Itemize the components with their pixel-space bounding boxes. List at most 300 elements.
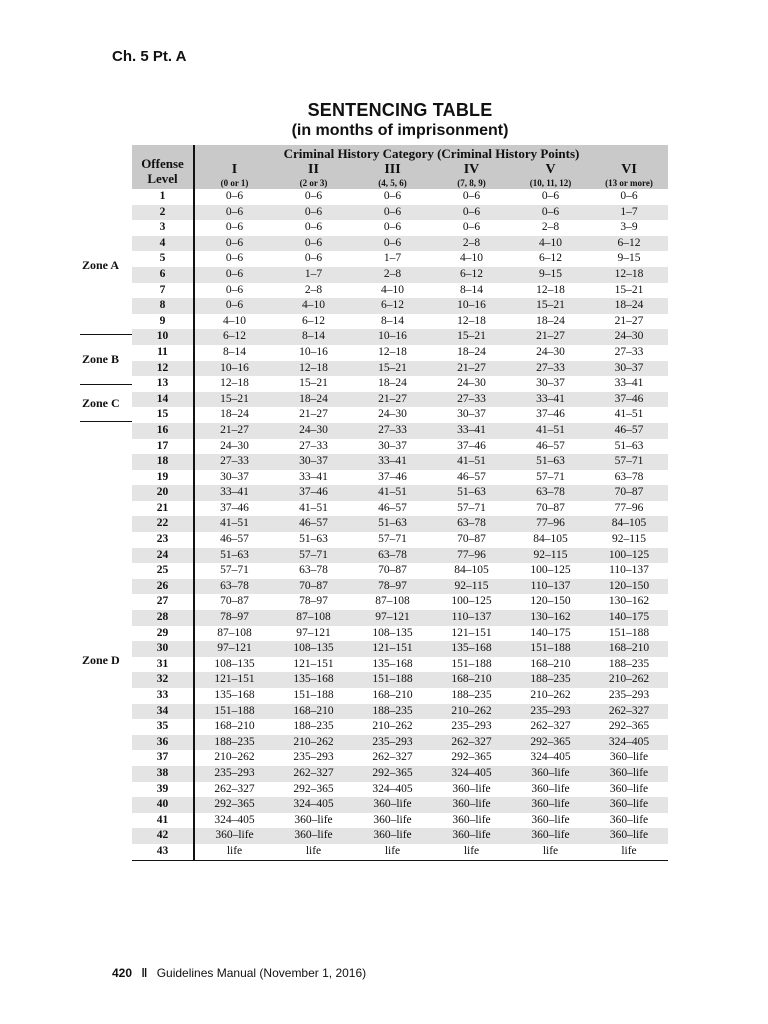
table-row xyxy=(132,329,668,345)
range-cell: 110–137 xyxy=(432,610,511,626)
range-cell: 87–108 xyxy=(274,610,353,626)
range-cell: 151–188 xyxy=(194,704,274,720)
range-cell: 151–188 xyxy=(353,672,432,688)
range-cell: 10–16 xyxy=(194,361,274,377)
offense-level-cell: 20 xyxy=(132,485,194,501)
range-cell: 360–life xyxy=(353,828,432,844)
range-cell: life xyxy=(511,844,590,860)
range-cell: 0–6 xyxy=(383,221,402,234)
offense-level-cell: 40 xyxy=(132,797,194,813)
offense-level-cell: 25 xyxy=(132,563,194,579)
range-cell: 92–115 xyxy=(511,548,590,564)
range-cell: 37–46 xyxy=(536,408,565,421)
range-cell: 100–125 xyxy=(451,595,492,608)
range-cell: 1–7 xyxy=(590,205,668,221)
zone-b-label: Zone B xyxy=(82,352,120,366)
range-cell: 210–262 xyxy=(530,689,571,701)
range-cell: 2–8 xyxy=(353,267,432,283)
table-row xyxy=(132,314,668,330)
range-cell: 4–10 xyxy=(511,236,590,252)
range-cell: 360–life xyxy=(590,766,668,782)
range-cell: 87–108 xyxy=(375,595,410,608)
range-cell: 4–10 xyxy=(460,252,483,265)
offense-level-cell: 4 xyxy=(132,236,194,252)
range-cell: 8–14 xyxy=(274,329,353,345)
range-cell: 51–63 xyxy=(194,548,274,564)
range-cell: 3–9 xyxy=(620,221,638,234)
range-cell: 135–168 xyxy=(432,641,511,657)
range-cell: 84–105 xyxy=(533,533,568,546)
range-cell: 292–365 xyxy=(194,797,274,813)
offense-level-cell: 34 xyxy=(132,704,194,720)
range-cell: 292–365 xyxy=(293,782,334,795)
range-cell: 0–6 xyxy=(511,205,590,221)
range-cell: 24–30 xyxy=(457,377,486,390)
range-cell: 130–162 xyxy=(511,610,590,626)
range-cell: 77–96 xyxy=(614,501,644,514)
range-cell: 151–188 xyxy=(608,626,650,639)
offense-level-cell: 23 xyxy=(132,532,194,548)
offense-level-cell: 32 xyxy=(132,672,194,688)
range-cell: 51–63 xyxy=(511,454,590,470)
zone-a-label: Zone A xyxy=(82,258,120,272)
range-cell: 27–33 xyxy=(511,361,590,377)
range-cell: 188–235 xyxy=(353,704,432,720)
range-cell: 57–71 xyxy=(220,564,249,577)
table-row xyxy=(132,672,668,688)
table-row xyxy=(132,782,668,798)
range-cell: 168–210 xyxy=(590,641,668,657)
category-points: (0 or 1) xyxy=(194,177,274,189)
table-row xyxy=(132,688,668,704)
category-roman: VI xyxy=(590,163,668,177)
range-cell: 324–405 xyxy=(432,766,511,782)
range-cell: 324–405 xyxy=(372,782,413,795)
offense-level-cell: 42 xyxy=(132,828,194,844)
category-points: (13 or more) xyxy=(590,177,668,189)
range-cell: 77–96 xyxy=(432,548,511,564)
range-cell: 46–57 xyxy=(590,423,668,439)
range-cell: 168–210 xyxy=(432,672,511,688)
range-cell: 188–235 xyxy=(608,657,650,670)
range-cell: 2–8 xyxy=(432,236,511,252)
range-cell: 6–12 xyxy=(539,252,562,265)
range-cell: 235–293 xyxy=(353,735,432,751)
range-cell: 70–87 xyxy=(378,564,407,577)
range-cell: 0–6 xyxy=(274,205,353,221)
table-row xyxy=(132,298,668,314)
range-cell: 360–life xyxy=(452,782,491,795)
range-cell: 151–188 xyxy=(451,657,492,670)
range-cell: 27–33 xyxy=(299,439,328,452)
range-cell: 2–8 xyxy=(541,221,560,234)
range-cell: 135–168 xyxy=(372,657,413,670)
range-cell: 0–6 xyxy=(194,267,274,283)
range-cell: 110–137 xyxy=(511,579,590,595)
range-cell: 0–6 xyxy=(353,205,432,221)
range-cell: 30–37 xyxy=(378,439,407,452)
range-cell: 0–6 xyxy=(383,190,402,202)
range-cell: 6–12 xyxy=(302,314,325,327)
range-cell: 57–71 xyxy=(590,454,668,470)
range-cell: 168–210 xyxy=(372,689,413,701)
page-number: 420 xyxy=(112,966,133,980)
table-row xyxy=(132,548,668,564)
zone-d-label: Zone D xyxy=(82,653,120,667)
range-cell: 235–293 xyxy=(511,704,590,720)
table-row xyxy=(132,719,668,735)
table-row xyxy=(132,844,668,860)
range-cell: 63–78 xyxy=(194,579,274,595)
offense-level-cell: 26 xyxy=(132,579,194,595)
range-cell: 188–235 xyxy=(511,672,590,688)
range-cell: 135–168 xyxy=(274,672,353,688)
range-cell: 140–175 xyxy=(530,626,571,639)
range-cell: 21–27 xyxy=(614,314,644,327)
range-cell: 360–life xyxy=(531,782,570,795)
offense-level-cell: 1 xyxy=(132,189,194,205)
range-cell: 0–6 xyxy=(353,236,432,252)
range-cell: 6–12 xyxy=(353,298,432,314)
offense-level-cell: 39 xyxy=(132,782,194,798)
range-cell: 4–10 xyxy=(274,298,353,314)
offense-level-cell: 7 xyxy=(132,283,194,299)
range-cell: 30–37 xyxy=(536,377,565,390)
range-cell: 33–41 xyxy=(432,423,511,439)
range-cell: 120–150 xyxy=(530,595,571,608)
range-cell: 188–235 xyxy=(194,735,274,751)
range-cell: 15–21 xyxy=(194,392,274,408)
range-cell: 262–327 xyxy=(274,766,353,782)
range-cell: 30–37 xyxy=(220,470,249,483)
range-cell: 84–105 xyxy=(590,516,668,532)
offense-header-line2: Level xyxy=(147,171,178,186)
range-cell: 18–24 xyxy=(274,392,353,408)
offense-level-cell: 29 xyxy=(132,626,194,642)
offense-level-cell: 6 xyxy=(132,267,194,283)
range-cell: 84–105 xyxy=(454,564,489,577)
range-cell: 33–41 xyxy=(614,377,644,390)
range-cell: 10–16 xyxy=(353,329,432,345)
range-cell: 360–life xyxy=(590,797,668,813)
range-cell: 41–51 xyxy=(511,423,590,439)
range-cell: 4–10 xyxy=(381,283,404,296)
category-points: (7, 8, 9) xyxy=(432,177,511,189)
table-row xyxy=(132,251,668,267)
range-cell: 27–33 xyxy=(432,392,511,408)
offense-level-cell: 22 xyxy=(132,516,194,532)
offense-level-cell: 13 xyxy=(132,376,194,392)
range-cell: 57–71 xyxy=(378,533,407,546)
range-cell: 0–6 xyxy=(225,221,244,234)
range-cell: 70–87 xyxy=(590,485,668,501)
range-cell: 324–405 xyxy=(590,735,668,751)
offense-level-cell: 2 xyxy=(132,205,194,221)
range-cell: 37–46 xyxy=(590,392,668,408)
range-cell: 360–life xyxy=(452,813,491,826)
range-cell: 100–125 xyxy=(530,564,571,577)
range-cell: 33–41 xyxy=(353,454,432,470)
range-cell: 12–18 xyxy=(378,345,407,358)
range-cell: 0–6 xyxy=(462,221,481,234)
offense-level-cell: 9 xyxy=(132,314,194,330)
range-cell: 121–151 xyxy=(353,641,432,657)
table-row xyxy=(132,361,668,377)
range-cell: 27–33 xyxy=(194,454,274,470)
range-cell: 37–46 xyxy=(220,501,249,514)
range-cell: 0–6 xyxy=(225,190,244,202)
offense-level-cell: 30 xyxy=(132,641,194,657)
offense-level-cell: 37 xyxy=(132,750,194,766)
range-cell: 30–37 xyxy=(590,361,668,377)
offense-level-cell: 21 xyxy=(132,501,194,517)
range-cell: 360–life xyxy=(511,797,590,813)
range-cell: 0–6 xyxy=(620,190,638,202)
range-cell: life xyxy=(432,844,511,860)
range-cell: 235–293 xyxy=(451,720,492,733)
range-cell: 292–365 xyxy=(353,766,432,782)
offense-level-cell: 36 xyxy=(132,735,194,751)
range-cell: 360–life xyxy=(194,828,274,844)
range-cell: 21–27 xyxy=(432,361,511,377)
range-cell: 0–6 xyxy=(194,205,274,221)
range-cell: 130–162 xyxy=(608,595,650,608)
table-row xyxy=(132,454,668,470)
sentencing-table-container xyxy=(132,145,668,861)
category-points: (2 or 3) xyxy=(274,177,353,189)
range-cell: 0–6 xyxy=(304,190,323,202)
range-cell: 15–21 xyxy=(299,377,328,390)
range-cell: 140–175 xyxy=(590,610,668,626)
range-cell: 1–7 xyxy=(383,252,402,265)
table-row xyxy=(132,267,668,283)
range-cell: 360–life xyxy=(609,782,649,795)
range-cell: 0–6 xyxy=(304,221,323,234)
offense-header-line1: Offense xyxy=(141,156,184,171)
table-row xyxy=(132,563,668,579)
range-cell: 108–135 xyxy=(372,626,413,639)
page-footer xyxy=(112,966,366,980)
range-cell: 360–life xyxy=(531,813,570,826)
range-cell: 360–life xyxy=(609,813,649,826)
table-row xyxy=(132,485,668,501)
offense-level-cell: 33 xyxy=(132,688,194,704)
offense-level-cell: 17 xyxy=(132,439,194,455)
offense-level-cell: 31 xyxy=(132,657,194,673)
range-cell: 41–51 xyxy=(194,516,274,532)
range-cell: 10–16 xyxy=(299,345,328,358)
range-cell: 108–135 xyxy=(274,641,353,657)
table-row xyxy=(132,579,668,595)
range-cell: 262–327 xyxy=(530,720,571,733)
range-cell: 0–6 xyxy=(304,252,323,265)
offense-level-cell: 18 xyxy=(132,454,194,470)
offense-level-cell: 43 xyxy=(132,844,194,860)
range-cell: 360–life xyxy=(373,813,412,826)
range-cell: life xyxy=(274,844,353,860)
category-header: Criminal History Category (Criminal History Points) xyxy=(194,145,668,163)
zone-divider xyxy=(80,421,132,422)
category-roman: II xyxy=(274,163,353,177)
range-cell: 121–151 xyxy=(293,657,334,670)
range-cell: 235–293 xyxy=(194,766,274,782)
range-cell: 21–27 xyxy=(194,423,274,439)
range-cell: 0–6 xyxy=(194,298,274,314)
range-cell: 30–37 xyxy=(457,408,486,421)
offense-level-cell: 8 xyxy=(132,298,194,314)
range-cell: 18–24 xyxy=(457,345,486,358)
range-cell: 33–41 xyxy=(299,470,328,483)
category-points: (10, 11, 12) xyxy=(511,177,590,189)
range-cell: 262–327 xyxy=(214,782,255,795)
range-cell: 27–33 xyxy=(614,345,644,358)
range-cell: 8–14 xyxy=(381,314,404,327)
range-cell: life xyxy=(353,844,432,860)
offense-level-cell: 41 xyxy=(132,813,194,829)
offense-level-cell: 28 xyxy=(132,610,194,626)
range-cell: 21–27 xyxy=(299,408,328,421)
chapter-heading: Ch. 5 Pt. A xyxy=(112,48,187,65)
zone-divider xyxy=(80,384,132,385)
range-cell: 92–115 xyxy=(611,533,647,546)
range-cell: 360–life xyxy=(609,751,649,764)
table-row xyxy=(132,657,668,673)
table-row xyxy=(132,594,668,610)
range-cell: 360–life xyxy=(274,828,353,844)
offense-level-cell: 16 xyxy=(132,423,194,439)
range-cell: 18–24 xyxy=(220,408,249,421)
table-row xyxy=(132,423,668,439)
table-row xyxy=(132,828,668,844)
range-cell: 57–71 xyxy=(457,501,486,514)
range-cell: life xyxy=(590,844,668,860)
range-cell: 210–262 xyxy=(590,672,668,688)
table-row xyxy=(132,626,668,642)
range-cell: 360–life xyxy=(511,766,590,782)
range-cell: 360–life xyxy=(511,828,590,844)
manual-title: Guidelines Manual (November 1, 2016) xyxy=(156,966,367,980)
range-cell: 151–188 xyxy=(293,689,334,701)
range-cell: 70–87 xyxy=(220,595,249,608)
zone-c-label: Zone C xyxy=(82,396,120,410)
zone-divider xyxy=(80,334,132,335)
table-row xyxy=(132,220,668,236)
table-row xyxy=(132,345,668,361)
range-cell: 51–63 xyxy=(299,533,328,546)
offense-level-cell: 11 xyxy=(132,345,194,361)
table-row xyxy=(132,750,668,766)
range-cell: 324–405 xyxy=(214,813,255,826)
range-cell: 100–125 xyxy=(590,548,668,564)
table-row xyxy=(132,283,668,299)
range-cell: 210–262 xyxy=(432,704,511,720)
offense-level-cell: 27 xyxy=(132,594,194,610)
sentencing-table xyxy=(132,145,668,861)
range-cell: 2–8 xyxy=(304,283,323,296)
range-cell: 57–71 xyxy=(536,470,565,483)
offense-level-cell: 10 xyxy=(132,329,194,345)
range-cell: 235–293 xyxy=(293,751,334,764)
range-cell: 210–262 xyxy=(274,735,353,751)
table-row xyxy=(132,641,668,657)
range-cell: 360–life xyxy=(353,797,432,813)
offense-level-cell: 14 xyxy=(132,392,194,408)
range-cell: 92–115 xyxy=(432,579,511,595)
table-row xyxy=(132,704,668,720)
range-cell: 46–57 xyxy=(274,516,353,532)
range-cell: 63–78 xyxy=(511,485,590,501)
range-cell: 46–57 xyxy=(536,439,565,452)
range-cell: 15–21 xyxy=(511,298,590,314)
range-cell: 1–7 xyxy=(274,267,353,283)
range-cell: 108–135 xyxy=(214,657,255,670)
range-cell: 135–168 xyxy=(214,689,255,701)
range-cell: 360–life xyxy=(432,828,511,844)
category-roman: IV xyxy=(432,163,511,177)
table-row xyxy=(132,205,668,221)
range-cell: 0–6 xyxy=(225,283,244,296)
range-cell: 63–78 xyxy=(432,516,511,532)
range-cell: 110–137 xyxy=(609,564,649,577)
range-cell: 324–405 xyxy=(530,751,571,764)
range-cell: 168–210 xyxy=(530,657,571,670)
offense-level-cell: 38 xyxy=(132,766,194,782)
range-cell: 51–63 xyxy=(432,485,511,501)
range-cell: 41–51 xyxy=(432,454,511,470)
range-cell: 12–18 xyxy=(536,283,565,296)
range-cell: 41–51 xyxy=(299,501,328,514)
range-cell: 78–97 xyxy=(194,610,274,626)
category-points: (4, 5, 6) xyxy=(353,177,432,189)
range-cell: 9–15 xyxy=(511,267,590,283)
range-cell: 121–151 xyxy=(194,672,274,688)
range-cell: 8–14 xyxy=(460,283,483,296)
range-cell: 324–405 xyxy=(274,797,353,813)
table-row xyxy=(132,516,668,532)
range-cell: 15–21 xyxy=(353,361,432,377)
range-cell: 360–life xyxy=(432,797,511,813)
footer-separator: ‖ xyxy=(141,966,148,980)
offense-level-cell: 35 xyxy=(132,719,194,735)
range-cell: 24–30 xyxy=(536,345,565,358)
range-cell: 70–87 xyxy=(274,579,353,595)
range-cell: 6–12 xyxy=(194,329,274,345)
table-row xyxy=(132,501,668,517)
range-cell: 18–24 xyxy=(536,314,565,327)
range-cell: 6–12 xyxy=(590,236,668,252)
range-cell: 292–365 xyxy=(608,720,650,733)
range-cell: 37–46 xyxy=(378,470,407,483)
range-cell: 292–365 xyxy=(451,751,492,764)
range-cell: 0–6 xyxy=(541,190,560,202)
range-cell: 0–6 xyxy=(274,236,353,252)
range-cell: 87–108 xyxy=(217,626,252,639)
range-cell: 97–121 xyxy=(353,610,432,626)
range-cell: 262–327 xyxy=(372,751,413,764)
range-cell: 360–life xyxy=(294,813,333,826)
range-cell: 210–262 xyxy=(214,751,255,764)
table-row xyxy=(132,376,668,392)
range-cell: 15–21 xyxy=(614,283,644,296)
offense-level-cell: 19 xyxy=(132,470,194,486)
range-cell: 24–30 xyxy=(220,439,249,452)
range-cell: 51–63 xyxy=(614,439,644,452)
table-row xyxy=(132,532,668,548)
range-cell: 27–33 xyxy=(353,423,432,439)
range-cell: 70–87 xyxy=(457,533,486,546)
offense-level-cell: 24 xyxy=(132,548,194,564)
range-cell: 46–57 xyxy=(378,501,407,514)
